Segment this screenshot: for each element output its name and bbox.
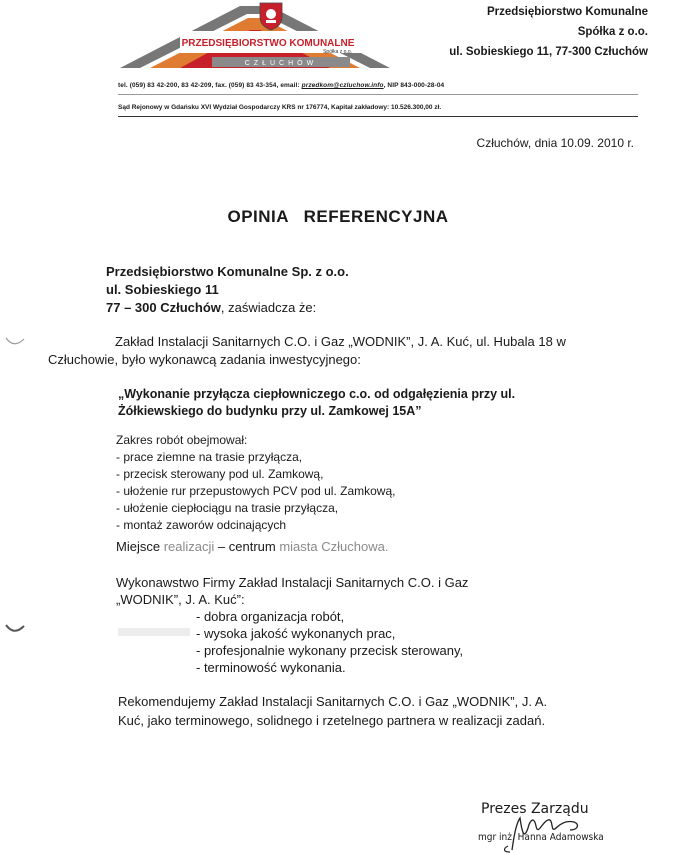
task-line-2: Żółkiewskiego do budynku przy ul. Zamkowej 15A” — [118, 404, 422, 418]
performer-block — [116, 574, 636, 608]
punch-hole-mark — [4, 622, 26, 636]
place-faded-1: realizacji — [163, 539, 215, 554]
punch-hole-mark — [4, 335, 26, 349]
company-form: Spółka z o.o. — [577, 26, 648, 38]
place-dash: – — [214, 539, 229, 554]
place-label: Miejsce — [116, 539, 161, 554]
contractor-line-2: Człuchowie, było wykonawcą zadania inwestycyjnego: — [48, 352, 361, 367]
handwritten-signature — [490, 806, 600, 854]
company-address — [408, 2, 648, 62]
contractor-line-1: Zakład Instalacji Sanitarnych C.O. i Gaz „WODNIK”, J. A. Kuć, ul. Hubala 18 w — [115, 334, 566, 349]
letterhead-divider — [118, 116, 638, 117]
letterhead-divider-top — [118, 94, 638, 95]
sender-city-line — [106, 299, 349, 317]
sender-name: Przedsiębiorstwo Komunalne Sp. z o.o. — [106, 264, 349, 279]
company-street: ul. Sobieskiego 11, 77-300 Człuchów — [449, 46, 648, 58]
contact-line — [118, 82, 444, 89]
recommendation-line-1: Rekomendujemy Zakład Instalacji Sanitarnych C.O. i Gaz „WODNIK”, J. A. — [118, 694, 548, 709]
recommendation-paragraph — [118, 692, 638, 730]
company-name: Przedsiębiorstwo Komunalne — [486, 6, 648, 18]
list-item: - profesjonalnie wykonany przecisk sterowany, — [196, 643, 464, 658]
contact-nip: , NIP 843-000-28-04 — [383, 82, 445, 89]
merits-list — [196, 608, 463, 676]
list-item: - ułożenie ciepłociągu na trasie przyłącza, — [116, 501, 339, 515]
list-item: - ułożenie rur przepustowych PCV pod ul. Zamkową, — [116, 484, 396, 498]
list-item: - przecisk sterowany pod ul. Zamkową, — [116, 467, 324, 481]
sender-city: 77 – 300 Człuchów — [106, 300, 221, 315]
place-line — [116, 539, 388, 554]
place-centre: centrum — [228, 539, 276, 554]
list-item: - montaż zaworów odcinających — [116, 518, 287, 532]
scope-heading: Zakres robót obejmował: — [116, 433, 248, 447]
signatory-title: Prezes Zarządu — [481, 801, 589, 817]
company-logo — [120, 0, 390, 75]
performer-line-1: Wykonawstwo Firmy Zakład Instalacji Sanitarnych C.O. i Gaz — [116, 575, 469, 590]
contact-email: przedkom@czluchow.info — [301, 82, 384, 89]
task-title — [118, 386, 618, 420]
task-line-1: „Wykonanie przyłącza ciepłowniczego c.o. od odgałęzienia przy ul. — [118, 387, 516, 401]
performer-line-2: „WODNIK”, J. A. Kuć”: — [116, 592, 245, 607]
signatory-name: mgr inż. Hanna Adamowska — [478, 832, 604, 843]
list-item: - prace ziemne na trasie przyłącza, — [116, 450, 303, 464]
contractor-paragraph — [48, 333, 648, 369]
list-item: - wysoka jakość wykonanych prac, — [196, 626, 396, 641]
sender-block — [106, 263, 349, 317]
logo-name: PRZEDSIĘBIORSTWO KOMUNALNE — [181, 38, 355, 49]
court-registration-line: Sąd Rejonowy w Gdańsku XVI Wydział Gospodarczy KRS nr 176774, Kapitał zakładowy: 10.526.300,00 zł. — [118, 104, 442, 111]
place-faded-2: miasta Człuchowa. — [279, 539, 389, 554]
document-title: OPINIA REFERENCYJNA — [227, 207, 449, 226]
scope-list — [116, 432, 395, 534]
list-item: - terminowość wykonania. — [196, 660, 346, 675]
date-line: Człuchów, dnia 10.09. 2010 r. — [476, 136, 634, 150]
sender-street: ul. Sobieskiego 11 — [106, 282, 219, 297]
logo-sub: Spółka z o.o. — [323, 49, 352, 55]
logo-city: CZŁUCHÓW — [244, 60, 318, 67]
contact-phones: tel. (059) 83 42-200, 83 42-209, fax. (059) 83 43-354, email: — [118, 82, 302, 89]
list-item: - dobra organizacja robót, — [196, 609, 345, 624]
recommendation-line-2: Kuć, jako terminowego, solidnego i rzetelnego partnera w realizacji zadań. — [118, 713, 546, 728]
scan-smudge — [114, 620, 194, 642]
sender-certifies: , zaświadcza że: — [220, 300, 317, 315]
